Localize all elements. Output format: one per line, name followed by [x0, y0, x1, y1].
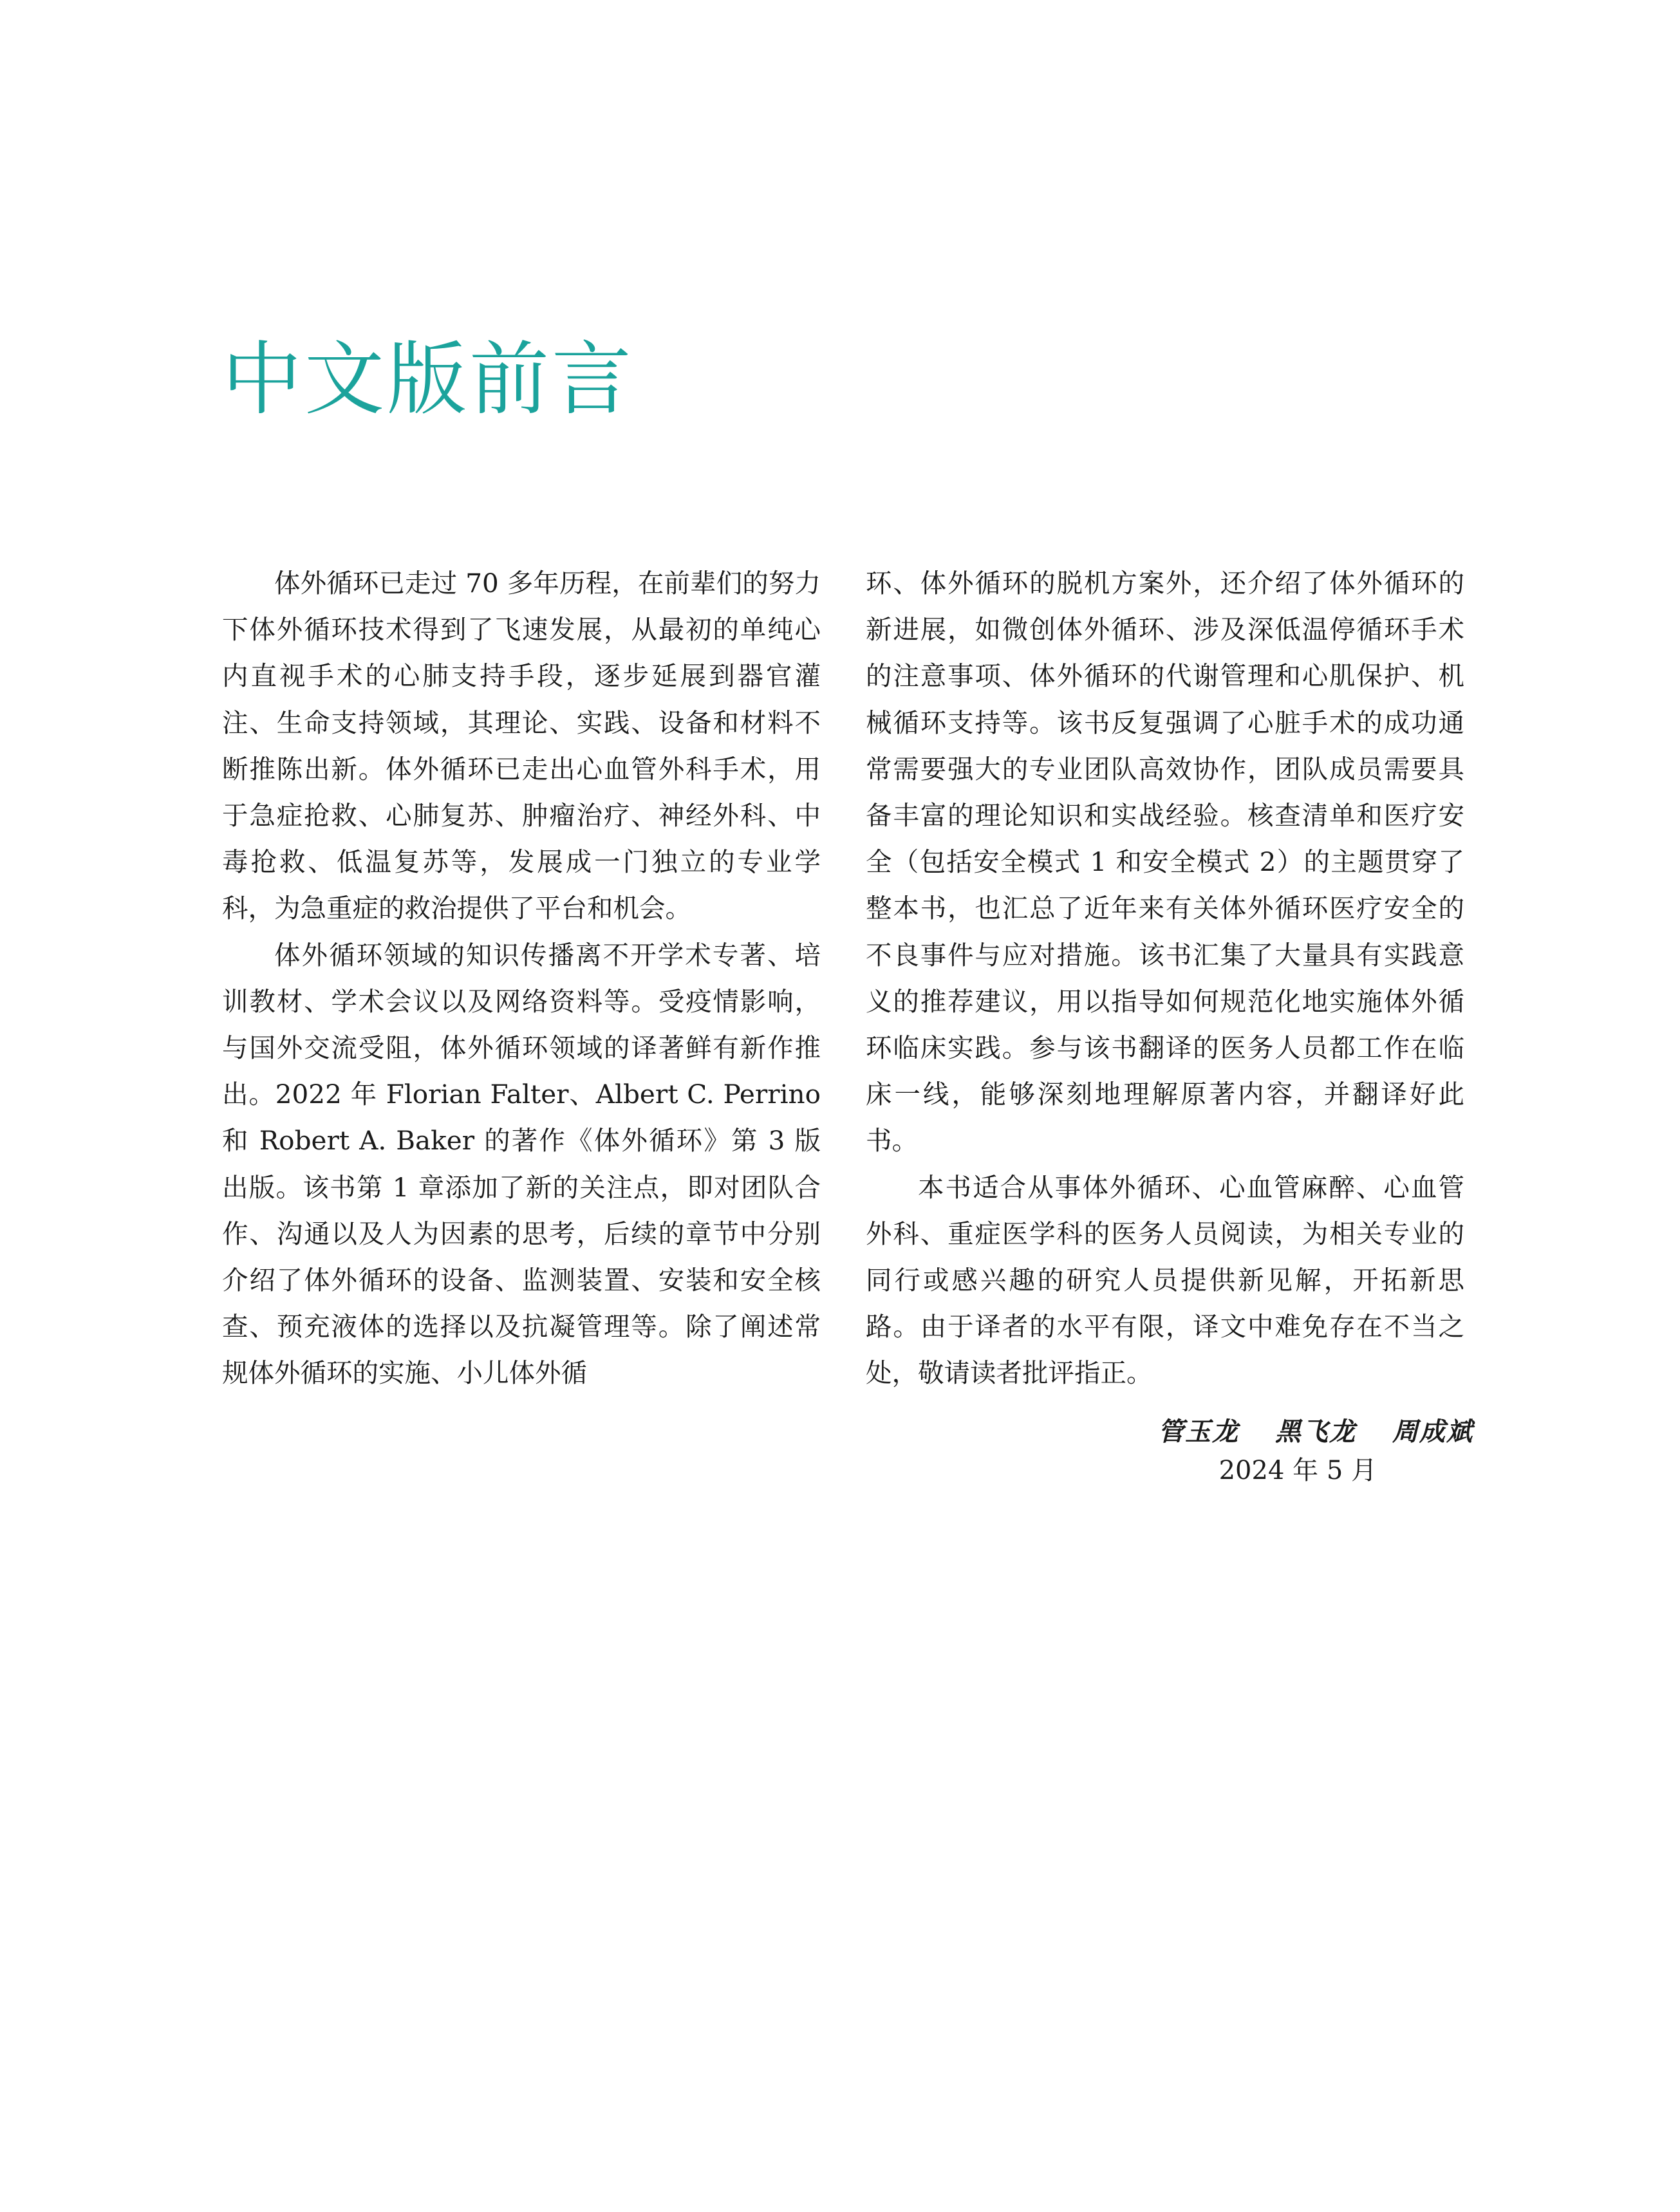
translator-name: 周成斌: [1392, 1417, 1473, 1447]
translator-name: 管玉龙: [1158, 1417, 1239, 1447]
translator-names: [866, 1413, 1473, 1451]
paragraph-continuation: 环、体外循环的脱机方案外，还介绍了体外循环的新进展，如微创体外循环、涉及深低温停循环手术的注意事项、体外循环的代谢管理和心肌保护、机械循环支持等。该书反复强调了心脏手术的成功通常需要强大的专业团队高效协作，团队成员需要具备丰富的理论知识和实战经验。核查清单和医疗安全（包括安全模式 1 和安全模式 2）的主题贯穿了整本书，也汇总了近年来有关体外循环医疗安全的不良事件与应对措施。该书汇集了大量具有实践意义的推荐建议，用以指导如何规范化地实施体外循环临床实践。参与该书翻译的医务人员都工作在临床一线，能够深刻地理解原著内容，并翻译好此书。: [866, 568, 1464, 1157]
paragraph: 体外循环领域的知识传播离不开学术专著、培训教材、学术会议以及网络资料等。受疫情影响，与国外交流受阻，体外循环领域的译著鲜有新作推出。2022 年 Florian Falter、Albert C. Perrino 和 Robert A. Baker 的著作《体外循环》第 3 版出版。该书第 1 章添加了新的关注点，即对团队合作、沟通以及人为因素的思考，后续的章节中分别介绍了体外循环的设备、监测装置、安装和安全核查、预充液体的选择以及抗凝管理等。除了阐述常规体外循环的实施、小儿体外循: [222, 939, 821, 1389]
paragraph: 体外循环已走过 70 多年历程，在前辈们的努力下体外循环技术得到了飞速发展，从最初的单纯心内直视手术的心肺支持手段，逐步延展到器官灌注、生命支持领域，其理论、实践、设备和材料不断推陈出新。体外循环已走出心血管外科手术，用于急症抢救、心肺复苏、肿瘤治疗、神经外科、中毒抢救、低温复苏等，发展成一门独立的专业学科，为急重症的救治提供了平台和机会。: [222, 568, 821, 924]
signature-date: 2024 年 5 月: [1218, 1456, 1377, 1485]
translator-name: 黑飞龙: [1275, 1417, 1356, 1447]
right-column: [866, 560, 1464, 1397]
page-title: 中文版前言: [222, 333, 635, 426]
left-column: [222, 560, 821, 1397]
paragraph: 本书适合从事体外循环、心血管麻醉、心血管外科、重症医学科的医务人员阅读，为相关专业的同行或感兴趣的研究人员提供新见解，开拓新思路。由于译者的水平有限，译文中难免存在不当之处，敬请读者批评指正。: [866, 1171, 1464, 1389]
